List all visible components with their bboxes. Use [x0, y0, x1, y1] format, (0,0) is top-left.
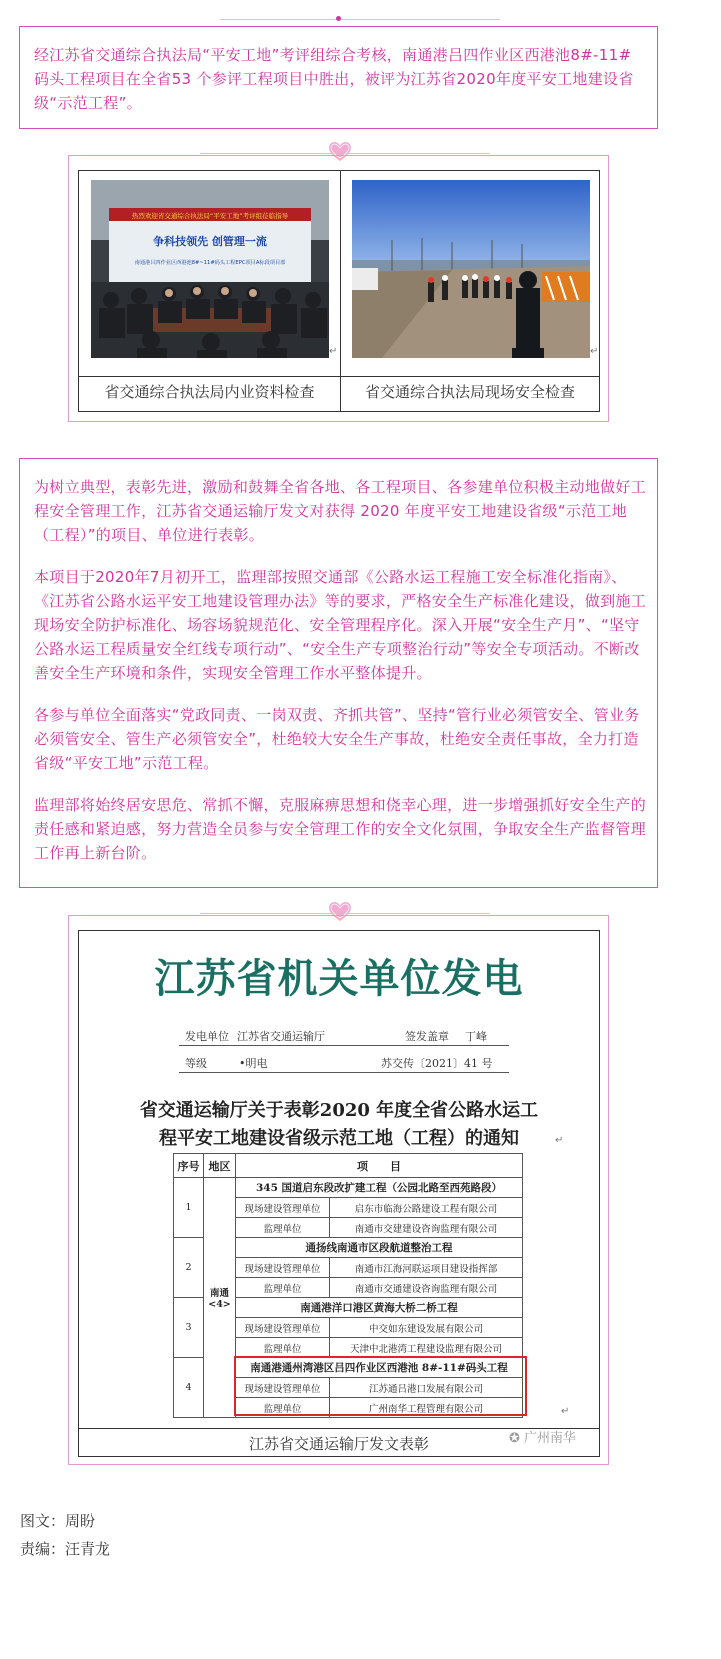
intro-box	[19, 26, 658, 129]
banner-line-1: 热烈欢迎省交通综合执法局“平安工地”考评组莅临指导	[131, 212, 289, 220]
document-section	[68, 915, 609, 1465]
photo-section	[68, 155, 609, 422]
document-frame	[78, 930, 600, 1457]
paragraph-4: 监理部将始终居安思危、常抓不懈，克服麻痹思想和侥幸心理，进一步增强抓好安全生产的责任感和紧迫感，努力营造全员参与安全管理工作的安全文化氛围，争取安全生产监督管理工作再上新台阶。	[34, 796, 647, 862]
meeting-photo	[91, 180, 329, 358]
photo-table	[78, 170, 600, 412]
doc-number: 苏交传〔2021〕41 号	[381, 1057, 493, 1070]
notice-line-1: 省交通运输厅关于表彰2020 年度全省公路水运工	[139, 1100, 539, 1121]
region-cell: 南通 <4>	[204, 1178, 236, 1418]
left-photo-caption: 省交通综合执法局内业资料检查	[104, 383, 315, 401]
notice-line-2: 程平安工地建设省级示范工地（工程）的通知	[159, 1128, 519, 1149]
return-mark: ↵	[561, 1406, 570, 1417]
document-header: 江苏省机关单位发电	[154, 955, 524, 1002]
level-label: 等级	[185, 1057, 207, 1070]
paragraph-3: 各参与单位全面落实“党政同责、一岗双责、齐抓共管”、坚持“管行业必须管安全、管业务必须管安全、管生产必须管安全”，杜绝较大安全生产事故，杜绝安全责任事故，全力打造省级“平安工地”示范工程。	[34, 706, 640, 772]
award-table: 序号 地区 项 目 1 南通 <4> 345 国道启东段改扩建工程（公园北路至西苑路段） 现场建设管理单位 启东市临海公路建设工程有限公司 监理单位 南通市交建建设咨询监理有限公司 2 通扬线南通市区段航道整治工程 现场建设管理单位 南通市江海河联运项目建设指挥部 监理单位 南通市交通建设咨询监理有限公司 3 南通港洋口港区黄海大桥二桥工程 现场建设管理单位 中交如东建设发展有限公司 监理单位 天津中北港湾工程建设监理有限公司 4 南通港通州湾港区吕四作业区西港池 8#-11#码头工程 现场建设管理单位 江苏通吕港口发展有限公司 监理单位 广州南华工程管理有限公司	[173, 1153, 523, 1418]
document-caption: 江苏省交通运输厅发文表彰	[248, 1435, 429, 1453]
banner-line-3: 南通港吕四作业区西港池8#~11#码头工程EPC项目A标段项目部	[134, 260, 286, 266]
table-header-region: 地区	[204, 1154, 236, 1178]
right-photo-caption: 省交通综合执法局现场安全检查	[364, 383, 575, 401]
paragraph-2: 本项目于2020年7月初开工，监理部按照交通部《公路水运工程施工安全标准化指南》、《江苏省公路水运平安工地建设管理办法》等的要求，严格安全生产标准化建设，做到施工现场安全防护标准化、场容场貌规范化、安全管理程序化。深入开展“安全生产月”、“坚守公路水运工程质量安全红线专项行动”、“安全生产专项整治行动”等安全专项活动。不断改善安全生产环境和条件，实现安全管理工作水平整体提升。	[34, 568, 647, 682]
sender-value: 江苏省交通运输厅	[237, 1030, 325, 1043]
sender-label: 发电单位	[185, 1030, 229, 1043]
body-text	[34, 475, 646, 865]
return-mark: ↵	[555, 1135, 564, 1146]
banner-line-2: 争科技领先 创管理一流	[153, 235, 267, 248]
watermark	[509, 1427, 576, 1446]
paragraph-1: 为树立典型，表彰先进，激励和鼓舞全省各地、各工程项目、各参建单位积极主动地做好工程安全管理工作，江苏省交通运输厅发文对获得 2020 年度平安工地建设省级“示范工地（工程）”的项目、单位进行表彰。	[34, 478, 647, 544]
wechat-icon: ✪	[509, 1431, 520, 1446]
editor-credit: 责编：汪青龙	[20, 1540, 111, 1558]
body-box	[19, 458, 658, 888]
table-header-project: 项 目	[236, 1154, 523, 1178]
return-mark: ↵	[590, 346, 599, 357]
top-divider	[220, 19, 500, 20]
level-value: •明电	[239, 1057, 268, 1070]
table-row: 2 通扬线南通市区段航道整治工程	[174, 1238, 523, 1258]
return-mark: ↵	[329, 346, 338, 357]
intro-text: 经江苏省交通综合执法局“平安工地”考评组综合考核，南通港吕四作业区西港池8#-11#码头工程项目在全省53 个参评工程项目中胜出，被评为江苏省2020年度平安工地建设省级“示范工程”。	[34, 46, 634, 112]
table-row: 1 南通 <4> 345 国道启东段改扩建工程（公园北路至西苑路段）	[174, 1178, 523, 1198]
table-row: 3 南通港洋口港区黄海大桥二桥工程	[174, 1298, 523, 1318]
site-photo	[352, 180, 590, 358]
highlight-box	[234, 1356, 527, 1416]
photo-credit: 图文：周盼	[20, 1512, 96, 1530]
table-row: 4 南通港通州湾港区吕四作业区西港池 8#-11#码头工程	[174, 1358, 523, 1378]
signer-value: 丁峰	[465, 1030, 487, 1043]
table-header-no: 序号	[174, 1154, 204, 1178]
signer-label: 签发盖章	[405, 1030, 449, 1043]
top-dot-icon	[336, 16, 341, 21]
watermark-text: 广州南华	[524, 1431, 577, 1446]
